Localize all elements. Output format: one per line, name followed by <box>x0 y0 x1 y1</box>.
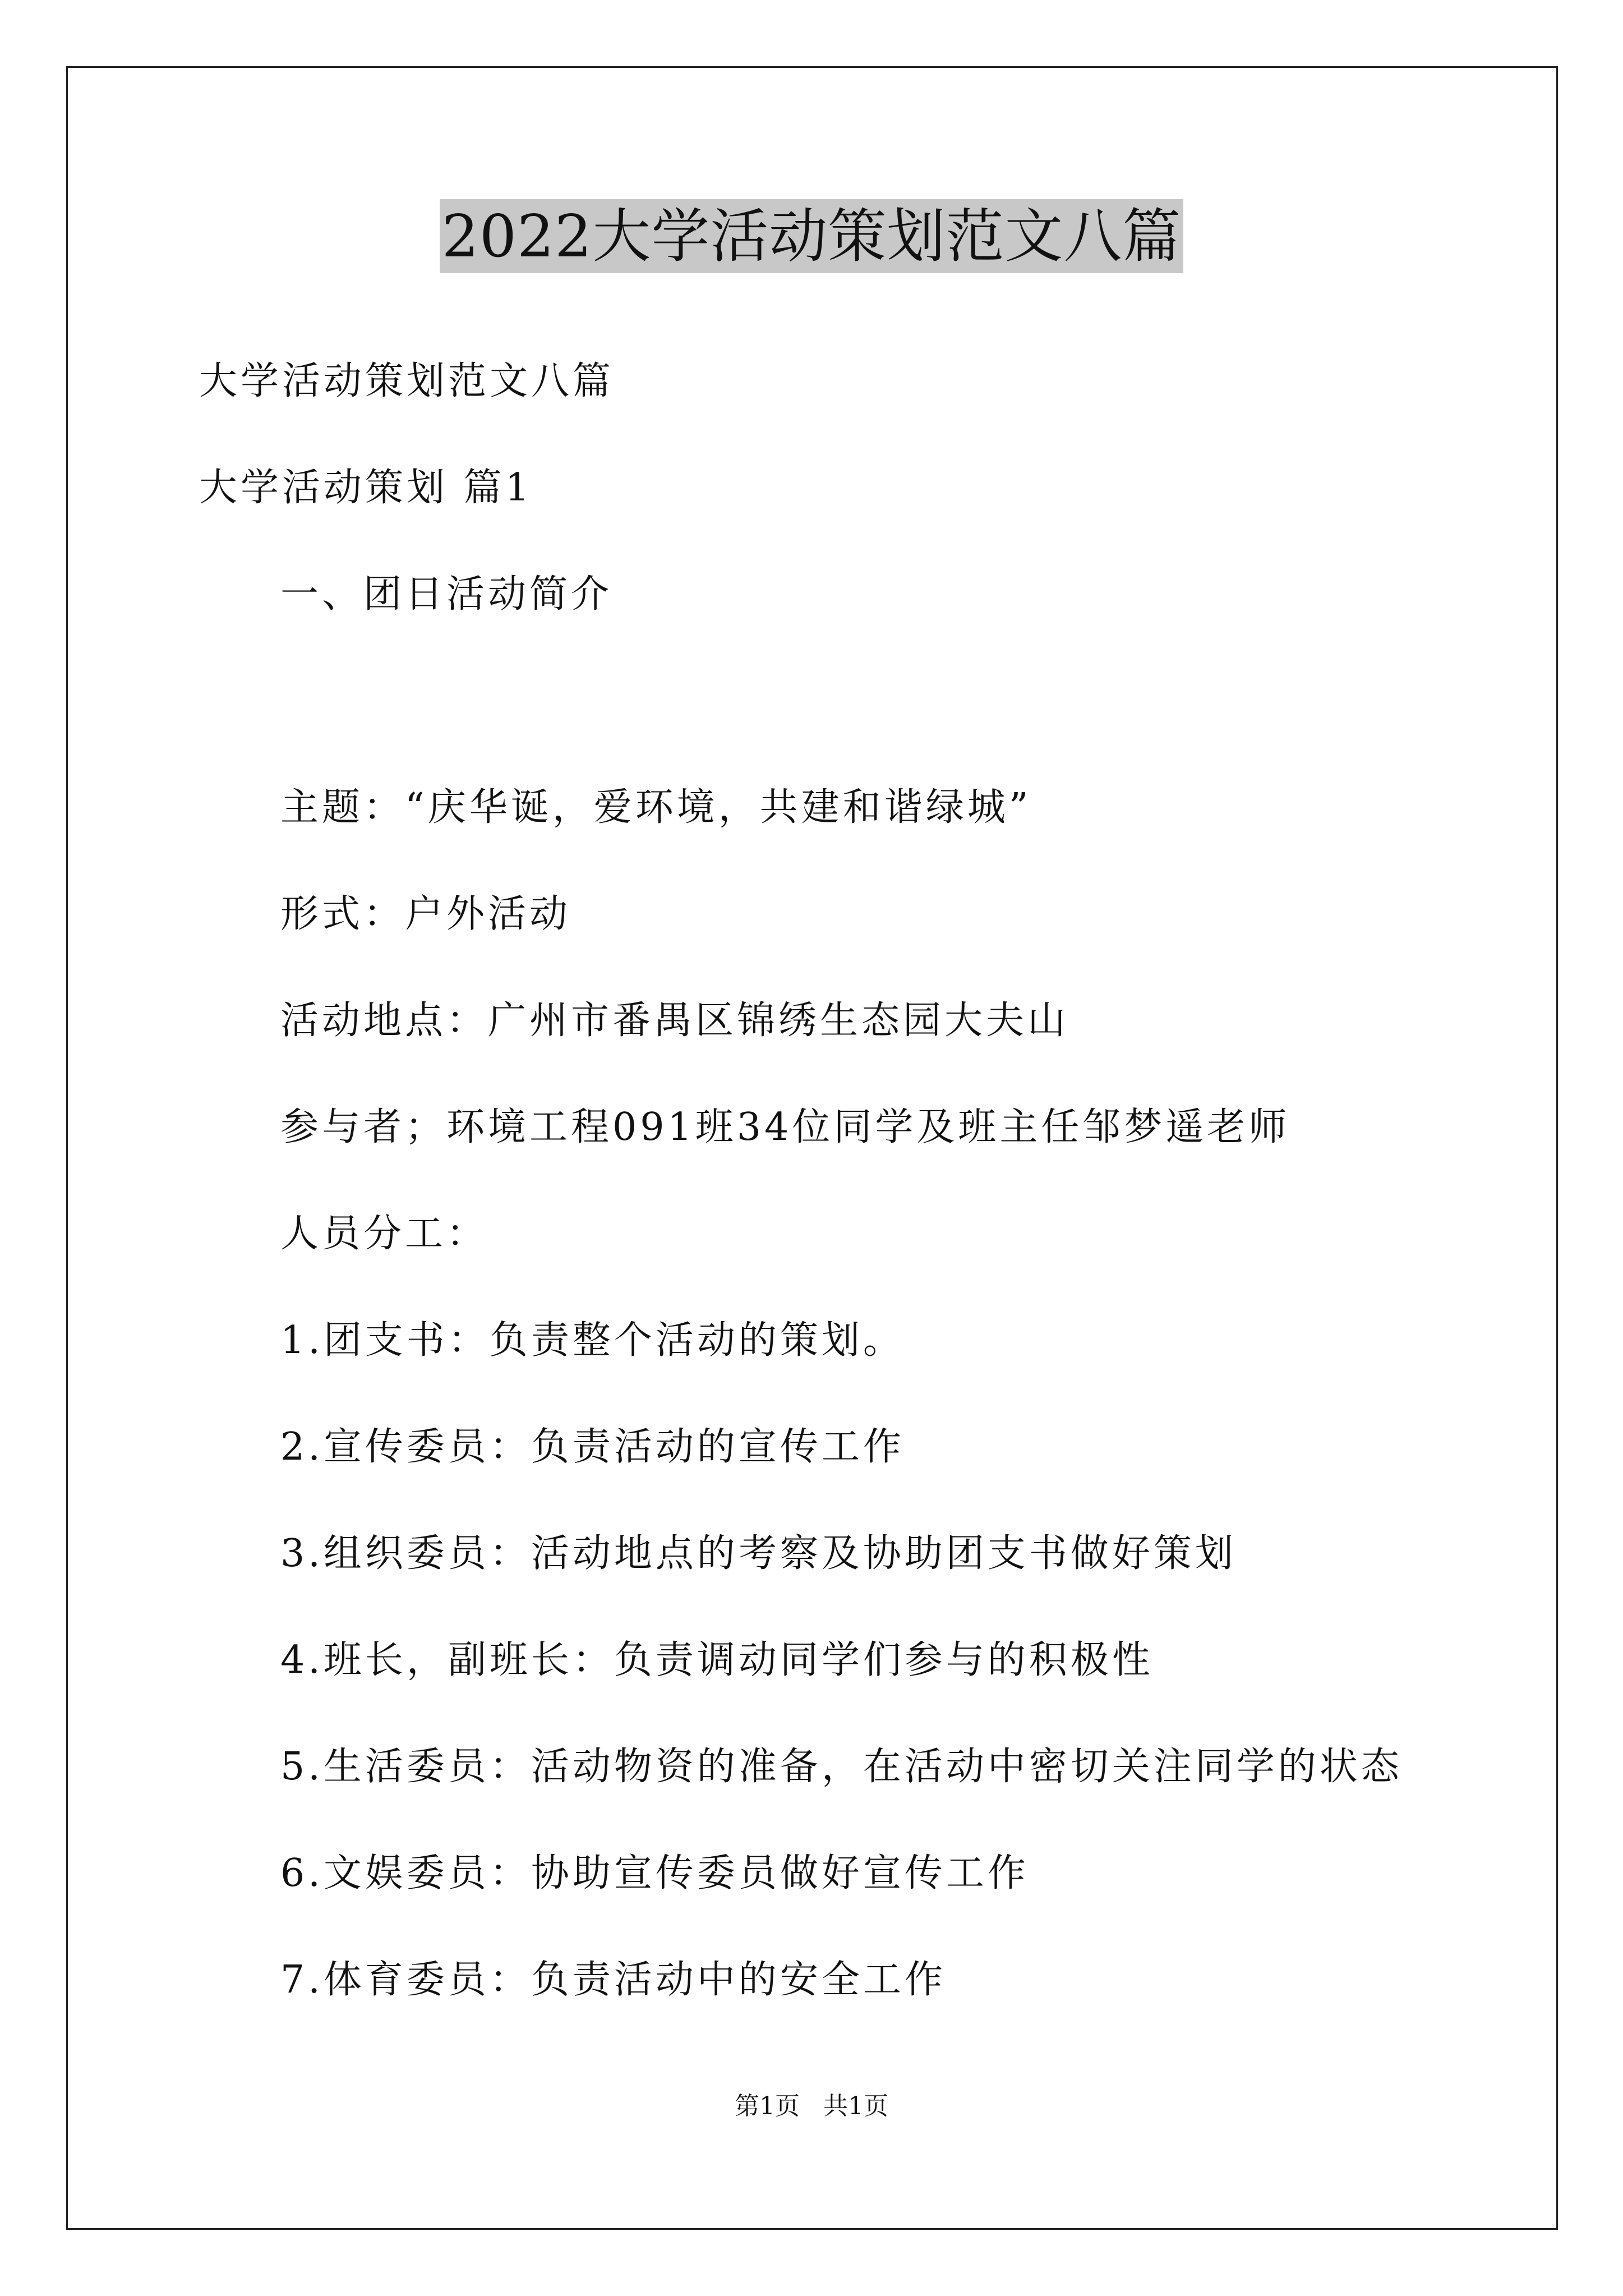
paragraph-format: 形式：户外活动 <box>280 892 571 936</box>
paragraph-roles-heading: 人员分工： <box>280 1212 488 1256</box>
list-item: 6.文娱委员：协助宣传委员做好宣传工作 <box>280 1851 1029 1895</box>
section-heading: 大学活动策划 篇1 <box>199 466 533 510</box>
subtitle-line: 大学活动策划范文八篇 <box>199 359 615 403</box>
list-item: 5.生活委员：活动物资的准备，在活动中密切关注同学的状态 <box>280 1745 1403 1789</box>
list-item: 3.组织委员：活动地点的考察及协助团支书做好策划 <box>280 1531 1237 1576</box>
title-wrap <box>0 199 1623 273</box>
subsection-heading: 一、团日活动简介 <box>280 572 613 616</box>
list-item: 4.班长，副班长：负责调动同学们参与的积极性 <box>280 1638 1154 1682</box>
list-item: 2.宣传委员：负责活动的宣传工作 <box>280 1425 905 1469</box>
paragraph-location: 活动地点：广州市番禺区锦绣生态园大夫山 <box>280 999 1069 1043</box>
page-footer <box>0 2090 1623 2123</box>
paragraph-participants: 参与者；环境工程091班34位同学及班主任邹梦遥老师 <box>280 1105 1290 1149</box>
list-item: 7.体育委员：负责活动中的安全工作 <box>280 1958 946 2002</box>
page-total: 共1页 <box>823 2092 888 2120</box>
paragraph-theme: 主题：“庆华诞，爱环境，共建和谐绿城” <box>280 785 1032 830</box>
document-title: 2022大学活动策划范文八篇 <box>440 199 1184 273</box>
list-item: 1.团支书：负责整个活动的策划。 <box>280 1318 905 1363</box>
page-number: 第1页 <box>735 2092 800 2120</box>
